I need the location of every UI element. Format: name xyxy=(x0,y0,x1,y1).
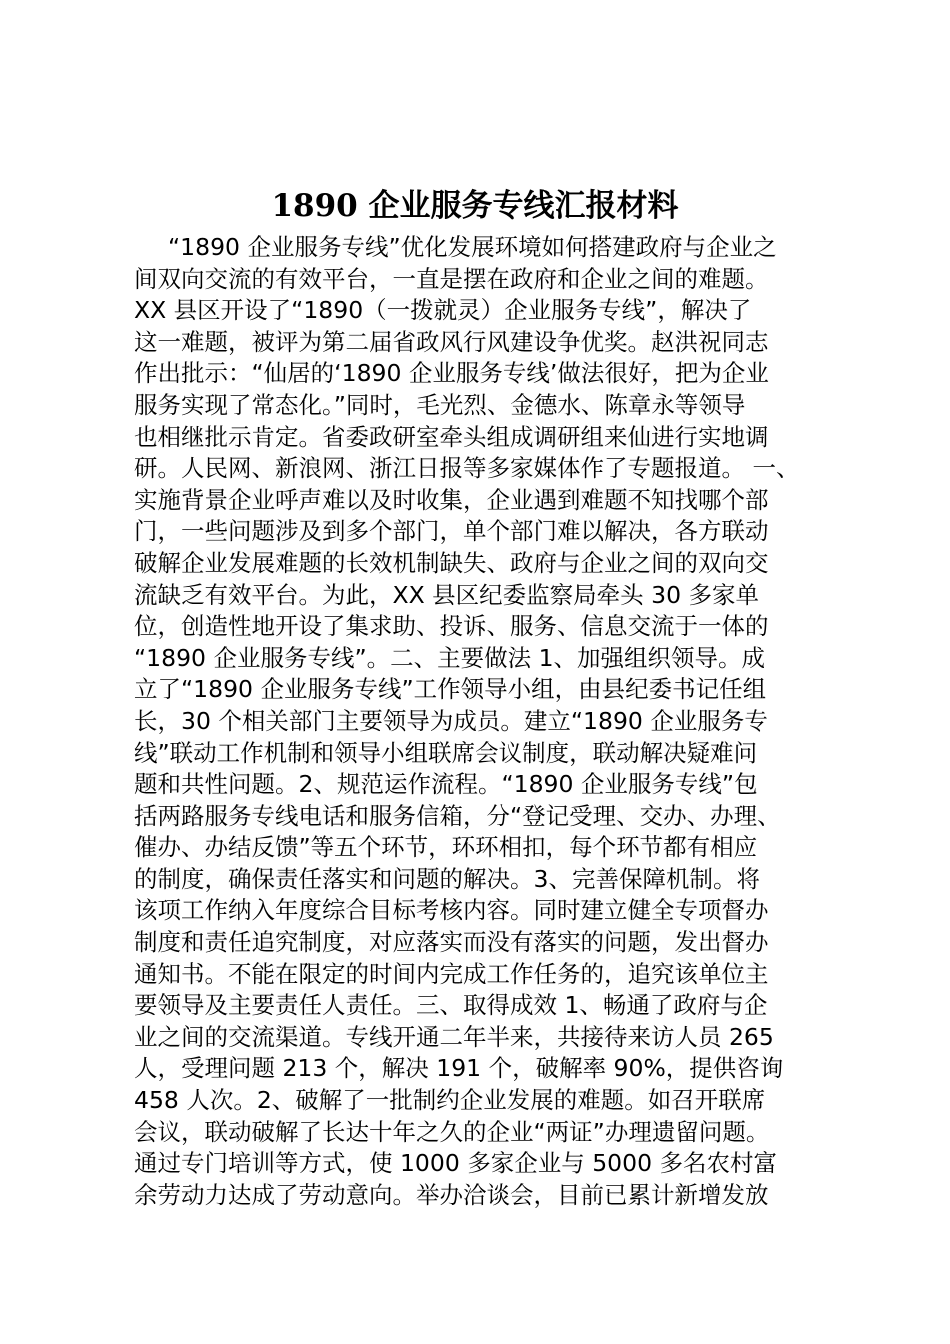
text-line: 催办、办结反馈”等五个环节，环环相扣，每个环节都有相应 xyxy=(134,833,758,862)
text-line: 研。人民网、新浪网、浙江日报等多家媒体作了专题报道。 一、 xyxy=(134,454,800,483)
text-line: 位，创造性地开设了集求助、投诉、服务、信息交流于一体的 xyxy=(134,612,769,641)
text-line: 业之间的交流渠道。专线开通二年半来，共接待来访人员 265 xyxy=(134,1022,774,1051)
text-line: 要领导及主要责任人责任。三、取得成效 1、畅通了政府与企 xyxy=(134,991,768,1020)
text-line: “1890 企业服务专线”。二、主要做法 1、加强组织领导。成 xyxy=(134,643,766,672)
body-text xyxy=(134,232,834,1211)
text-line: 立了“1890 企业服务专线”工作领导小组，由县纪委书记任组 xyxy=(134,675,767,704)
text-line: 通知书。不能在限定的时间内完成工作任务的，追究该单位主 xyxy=(134,959,769,988)
text-line: 也相继批示肯定。省委政研室牵头组成调研组来仙进行实地调 xyxy=(134,422,769,451)
title-text: 企业服务专线汇报材料 xyxy=(357,188,679,224)
text-line: 实施背景企业呼声难以及时收集，企业遇到难题不知找哪个部 xyxy=(134,485,769,514)
text-line: 括两路服务专线电话和服务信箱，分“登记受理、交办、办理、 xyxy=(134,801,781,830)
text-line: 门，一些问题涉及到多个部门，单个部门难以解决，各方联动 xyxy=(134,517,769,546)
text-line: 余劳动力达成了劳动意向。举办洽谈会，目前已累计新增发放 xyxy=(134,1180,769,1209)
text-line: 线”联动工作机制和领导小组联席会议制度，联动解决疑难问 xyxy=(134,738,758,767)
text-line: 制度和责任追究制度，对应落实而没有落实的问题，发出督办 xyxy=(134,928,769,957)
text-line: “1890 企业服务专线”优化发展环境如何搭建政府与企业之 xyxy=(168,233,777,261)
text-line: 人，受理问题 213 个，解决 191 个，破解率 90%，提供咨询 xyxy=(134,1054,784,1083)
text-line: XX 县区开设了“1890（一拨就灵）企业服务专线”，解决了 xyxy=(134,296,752,325)
text-line: 流缺乏有效平台。为此，XX 县区纪委监察局牵头 30 多家单 xyxy=(134,580,760,609)
text-line: 破解企业发展难题的长效机制缺失、政府与企业之间的双向交 xyxy=(134,548,769,577)
text-line: 458 人次。2、破解了一批制约企业发展的难题。如召开联席 xyxy=(134,1086,766,1115)
text-line: 通过专门培训等方式，使 1000 多家企业与 5000 多名农村富 xyxy=(134,1149,777,1178)
text-line: 间双向交流的有效平台，一直是摆在政府和企业之间的难题。 xyxy=(134,264,769,293)
text-line: 服务实现了常态化。”同时，毛光烈、金德水、陈章永等领导 xyxy=(134,390,746,419)
title-number: 1890 xyxy=(271,188,358,224)
text-line: 会议，联动破解了长达十年之久的企业“两证”办理遗留问题。 xyxy=(134,1117,770,1146)
page-title xyxy=(0,186,950,226)
text-line: 这一难题，被评为第二届省政风行风建设争优奖。赵洪祝同志 xyxy=(134,327,769,356)
text-line: 作出批示：“仙居的‘1890 企业服务专线’做法很好，把为企业 xyxy=(134,359,769,388)
text-line: 题和共性问题。2、规范运作流程。“1890 企业服务专线”包 xyxy=(134,770,758,799)
text-line: 的制度，确保责任落实和问题的解决。3、完善保障机制。将 xyxy=(134,864,760,893)
text-line: 该项工作纳入年度综合目标考核内容。同时建立健全专项督办 xyxy=(134,896,769,925)
text-line: 长，30 个相关部门主要领导为成员。建立“1890 企业服务专 xyxy=(134,706,768,735)
